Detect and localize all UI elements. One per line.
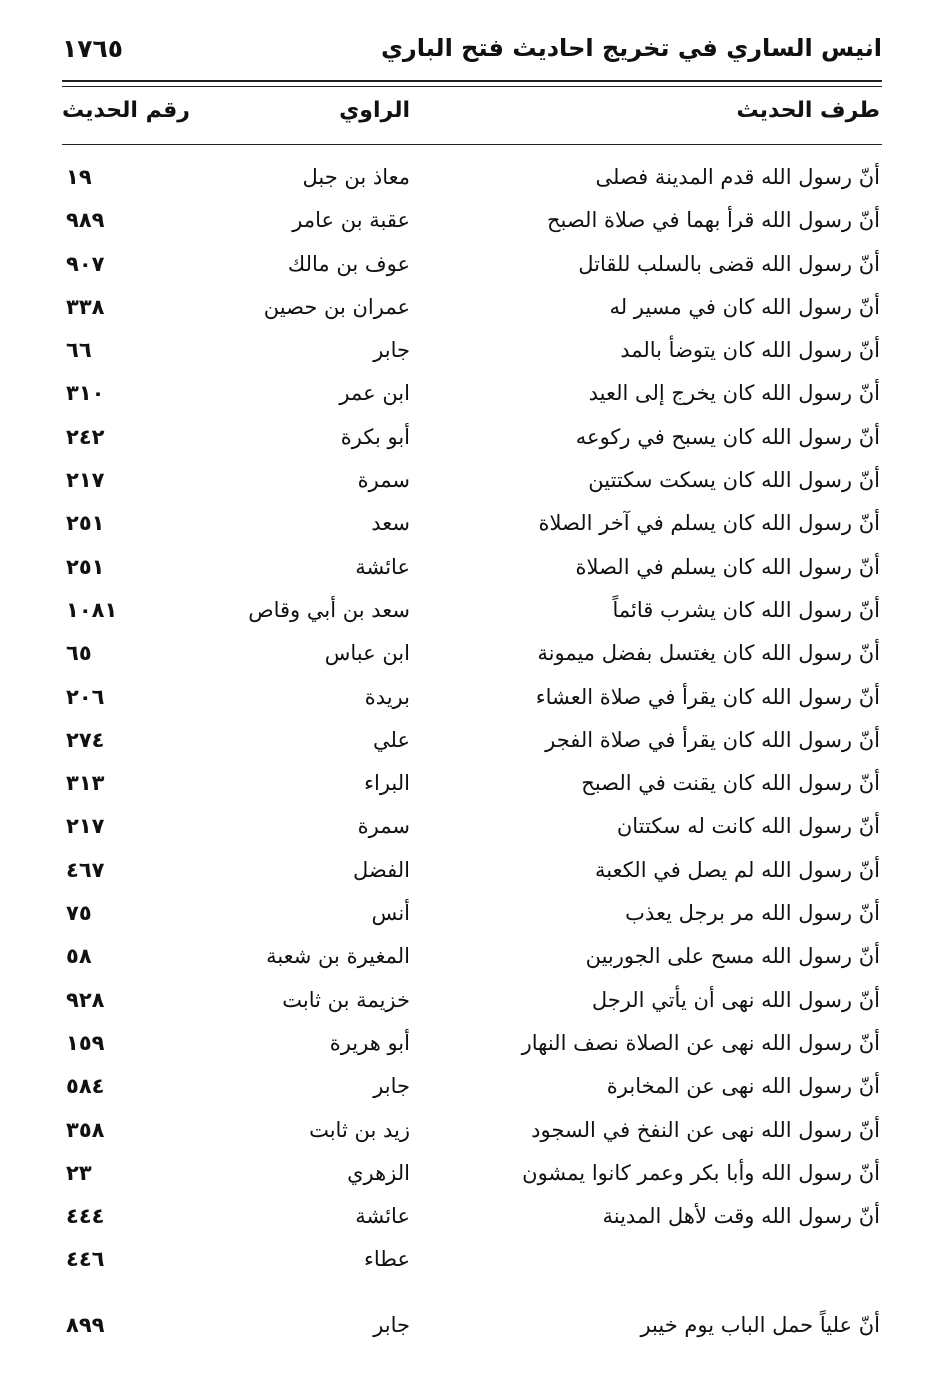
hadith-text: أنّ رسول الله وقت لأهل المدينة: [602, 1204, 880, 1229]
hadith-number: ٨٩٩: [66, 1312, 105, 1337]
narrator-name: أبو بكرة: [340, 424, 410, 449]
table-row: [62, 502, 882, 545]
hadith-text: أنّ رسول الله نهى عن النفخ في السجود: [531, 1117, 880, 1142]
hadith-number: ٩٨٩: [66, 208, 105, 233]
hadith-number: ٥٨٤: [66, 1074, 105, 1099]
hadith-number: ٢١٧: [66, 814, 105, 839]
table-row: [62, 416, 882, 459]
narrator-name: البراء: [364, 771, 410, 796]
narrator-name: جابر: [373, 338, 410, 363]
hadith-text: أنّ رسول الله قدم المدينة فصلى: [595, 165, 880, 189]
table-row: [62, 762, 882, 805]
table-row: [62, 1152, 882, 1195]
hadith-text: أنّ رسول الله كان يسلم في آخر الصلاة: [538, 511, 880, 536]
hadith-number: ٥٨: [66, 944, 92, 969]
hadith-number: ٤٦٧: [66, 857, 105, 882]
narrator-name: عطاء: [363, 1247, 410, 1272]
header-rule-thick: [62, 80, 882, 82]
narrator-name: المغيرة بن شعبة: [266, 944, 410, 969]
hadith-text: أنّ رسول الله كان يسكت سكتتين: [588, 468, 880, 493]
table-row: [62, 372, 882, 415]
hadith-text: أنّ رسول الله كان يقرأ في صلاة العشاء: [535, 684, 880, 709]
table-row: [62, 849, 882, 892]
hadith-number: ٣١٣: [66, 771, 105, 796]
hadith-number: ٢٣: [66, 1160, 92, 1185]
table-row: [62, 156, 882, 199]
column-header-narrator: الراوي: [339, 98, 410, 123]
table-row: [62, 199, 882, 242]
hadith-number: ١٠٨١: [66, 597, 118, 622]
narrator-name: جابر: [373, 1074, 410, 1099]
table-row: [62, 546, 882, 589]
narrator-name: ابن عمر: [339, 381, 410, 406]
hadith-text: أنّ رسول الله نهى عن الصلاة نصف النهار: [521, 1030, 880, 1055]
column-header-hadith-text: طرف الحديث: [736, 98, 880, 123]
hadith-number: ٣٥٨: [66, 1117, 105, 1142]
narrator-name: عائشة: [355, 554, 410, 579]
table-row: [62, 1022, 882, 1065]
narrator-name: عقبة بن عامر: [292, 208, 410, 233]
page-number: ١٧٦٥: [62, 34, 124, 63]
narrator-name: علي: [373, 727, 410, 752]
hadith-text: أنّ رسول الله كان يقرأ في صلاة الفجر: [545, 727, 880, 752]
narrator-name: عمران بن حصين: [263, 294, 410, 319]
table-row: [62, 805, 882, 848]
hadith-text: أنّ رسول الله كانت له سكتتان: [616, 814, 880, 839]
hadith-number: ٩٢٨: [66, 987, 105, 1012]
hadith-text: أنّ رسول الله مسح على الجوربين: [585, 944, 880, 969]
hadith-number: ٤٤٦: [66, 1247, 105, 1272]
hadith-text: أنّ رسول الله كان يسبح في ركوعه: [575, 424, 880, 449]
hadith-number: ٣٣٨: [66, 294, 105, 319]
narrator-name: أبو هريرة: [329, 1030, 410, 1055]
header-rule-thin: [62, 86, 882, 87]
hadith-text: أنّ رسول الله نهى أن يأتي الرجل: [591, 987, 880, 1012]
table-row: [62, 1195, 882, 1238]
hadith-text: أنّ رسول الله وأبا بكر وعمر كانوا يمشون: [522, 1160, 880, 1185]
hadith-text: أنّ رسول الله كان في مسير له: [609, 294, 880, 319]
running-header: [62, 30, 882, 70]
hadith-number: ٢٧٤: [66, 727, 105, 752]
table-row: [62, 1065, 882, 1108]
narrator-name: الفضل: [353, 857, 410, 882]
table-row: [62, 459, 882, 502]
hadith-number: ٢٥١: [66, 554, 105, 579]
table-row: [62, 329, 882, 372]
narrator-name: سمرة: [357, 468, 410, 493]
narrator-name: الزهري: [347, 1160, 410, 1185]
table-row: [62, 935, 882, 978]
book-title: انيس الساري في تخريج احاديث فتح الباري: [380, 34, 882, 62]
hadith-number: ٢٤٢: [66, 424, 105, 449]
narrator-name: معاذ بن جبل: [302, 165, 410, 189]
table-row: [62, 632, 882, 675]
narrator-name: عائشة: [355, 1204, 410, 1229]
hadith-text: أنّ رسول الله كان يغتسل بفضل ميمونة: [537, 641, 880, 666]
table-row: [62, 1109, 882, 1152]
table-row: [62, 589, 882, 632]
table-row: [62, 892, 882, 935]
narrator-name: أنس: [371, 901, 410, 926]
hadith-number: ٣١٠: [66, 381, 105, 406]
narrator-name: زيد بن ثابت: [309, 1117, 410, 1142]
narrator-name: سعد بن أبي وقاص: [248, 597, 410, 622]
narrator-name: بريدة: [364, 684, 410, 709]
hadith-number: ٢٠٦: [66, 684, 105, 709]
hadith-text: أنّ رسول الله قرأ بهما في صلاة الصبح: [546, 208, 880, 233]
hadith-number: ١٩: [66, 165, 92, 189]
hadith-text: أنّ رسول الله كان يقنت في الصبح: [581, 771, 880, 796]
table-row: [62, 243, 882, 286]
narrator-name: خزيمة بن ثابت: [282, 987, 410, 1012]
column-header-hadith-number: رقم الحديث: [62, 98, 190, 123]
table-row: [62, 1282, 882, 1347]
hadith-number: ٩٠٧: [66, 251, 105, 276]
hadith-number: ٦٥: [66, 641, 92, 666]
hadith-number: ٢١٧: [66, 468, 105, 493]
hadith-index-table: [62, 156, 882, 1347]
narrator-name: جابر: [373, 1312, 410, 1337]
table-row: [62, 1238, 882, 1281]
narrator-name: عوف بن مالك: [287, 251, 410, 276]
hadith-number: ٢٥١: [66, 511, 105, 536]
hadith-text: أنّ رسول الله لم يصل في الكعبة: [594, 857, 880, 882]
hadith-text: أنّ رسول الله كان يسلم في الصلاة: [575, 554, 880, 579]
table-row: [62, 676, 882, 719]
hadith-text: أنّ رسول الله كان يخرج إلى العيد: [588, 381, 880, 406]
hadith-text: أنّ رسول الله نهى عن المخابرة: [606, 1074, 880, 1099]
narrator-name: ابن عباس: [324, 641, 410, 666]
hadith-number: ٤٤٤: [66, 1204, 105, 1229]
hadith-number: ٧٥: [66, 901, 92, 926]
narrator-name: سمرة: [357, 814, 410, 839]
table-header-rule: [62, 144, 882, 145]
hadith-number: ٦٦: [66, 338, 92, 363]
hadith-text: أنّ علياً حمل الباب يوم خيبر: [640, 1312, 880, 1337]
table-row: [62, 719, 882, 762]
hadith-text: أنّ رسول الله قضى بالسلب للقاتل: [578, 251, 880, 276]
hadith-text: أنّ رسول الله مر برجل يعذب: [625, 901, 880, 926]
hadith-number: ١٥٩: [66, 1030, 105, 1055]
table-row: [62, 979, 882, 1022]
table-header: [62, 98, 882, 138]
table-row: [62, 286, 882, 329]
narrator-name: سعد: [371, 511, 410, 536]
hadith-text: أنّ رسول الله كان يشرب قائماً: [612, 597, 880, 622]
hadith-text: أنّ رسول الله كان يتوضأ بالمد: [620, 338, 880, 363]
